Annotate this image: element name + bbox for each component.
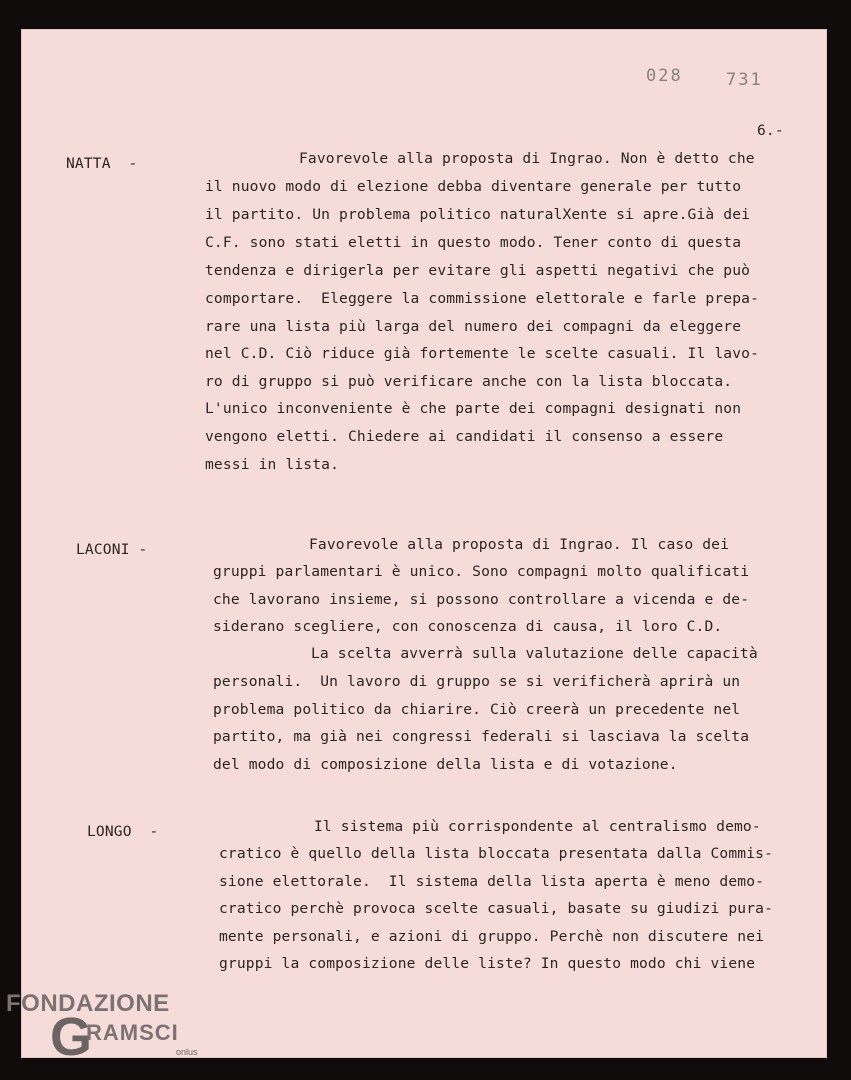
- laconi-line: siderano scegliere, con conoscenza di causa, il loro C.D.: [213, 618, 723, 635]
- laconi-line: personali. Un lavoro di gruppo se si verificherà aprirà un: [213, 673, 741, 690]
- longo-line: cratico perchè provoca scelte casuali, basate su giudizi pura-: [219, 900, 774, 917]
- watermark-line1: FONDAZIONE: [6, 990, 170, 1017]
- fondazione-gramsci-watermark: [6, 990, 226, 1070]
- laconi-line: problema politico da chiarire. Ciò creerà un precedente nel: [213, 701, 741, 718]
- laconi-line: che lavorano insieme, si possono controllare a vicenda e de-: [213, 591, 750, 608]
- laconi-line: del modo di composizione della lista e di votazione.: [213, 756, 678, 773]
- longo-line: gruppi la composizione delle liste? In questo modo chi viene: [219, 955, 756, 972]
- natta-line: rare una lista più larga del numero dei compagni da eleggere: [205, 318, 742, 335]
- laconi-line: Favorevole alla proposta di Ingrao. Il caso dei: [309, 536, 730, 553]
- natta-line: L'unico inconveniente è che parte dei compagni designati non: [205, 400, 742, 417]
- natta-line: tendenza e dirigerla per evitare gli aspetti negativi che può: [205, 262, 751, 279]
- natta-line: C.F. sono stati eletti in questo modo. Tener conto di questa: [205, 234, 742, 251]
- speaker-longo: LONGO -: [87, 823, 159, 840]
- natta-line: Favorevole alla proposta di Ingrao. Non è detto che: [299, 150, 755, 167]
- page-number: 6.-: [757, 122, 784, 139]
- natta-line: messi in lista.: [205, 456, 340, 473]
- longo-line: mente personali, e azioni di gruppo. Perchè non discutere nei: [219, 928, 765, 945]
- longo-line: cratico è quello della lista bloccata presentata dalla Commis-: [219, 845, 774, 862]
- natta-line: nel C.D. Ciò riduce già fortemente le scelte casuali. Il lavo-: [205, 345, 760, 362]
- laconi-line: gruppi parlamentari è unico. Sono compagni molto qualificati: [213, 563, 750, 580]
- watermark-g-logo: G: [50, 1007, 93, 1067]
- archive-number-a: 028: [646, 66, 683, 86]
- longo-line: Il sistema più corrispondente al centralismo demo-: [314, 818, 761, 835]
- natta-line: il partito. Un problema politico naturalXente si apre.Già dei: [205, 206, 751, 223]
- watermark-onlus: onlus: [176, 1047, 198, 1057]
- natta-line: vengono eletti. Chiedere ai candidati il consenso a essere: [205, 428, 724, 445]
- natta-line: il nuovo modo di elezione debba diventare generale per tutto: [205, 178, 742, 195]
- archive-number-b: 731: [726, 70, 763, 90]
- speaker-natta: NATTA -: [66, 155, 138, 172]
- natta-line: comportare. Eleggere la commissione elettorale e farle prepa-: [205, 290, 760, 307]
- longo-line: sione elettorale. Il sistema della lista aperta è meno demo-: [219, 873, 765, 890]
- watermark-line2: RAMSCI: [86, 1020, 179, 1045]
- speaker-laconi: LACONI -: [76, 541, 148, 558]
- laconi-line: partito, ma già nei congressi federali si lasciava la scelta: [213, 728, 750, 745]
- natta-line: ro di gruppo si può verificare anche con la lista bloccata.: [205, 373, 733, 390]
- laconi-line: La scelta avverrà sulla valutazione delle capacità: [311, 645, 758, 662]
